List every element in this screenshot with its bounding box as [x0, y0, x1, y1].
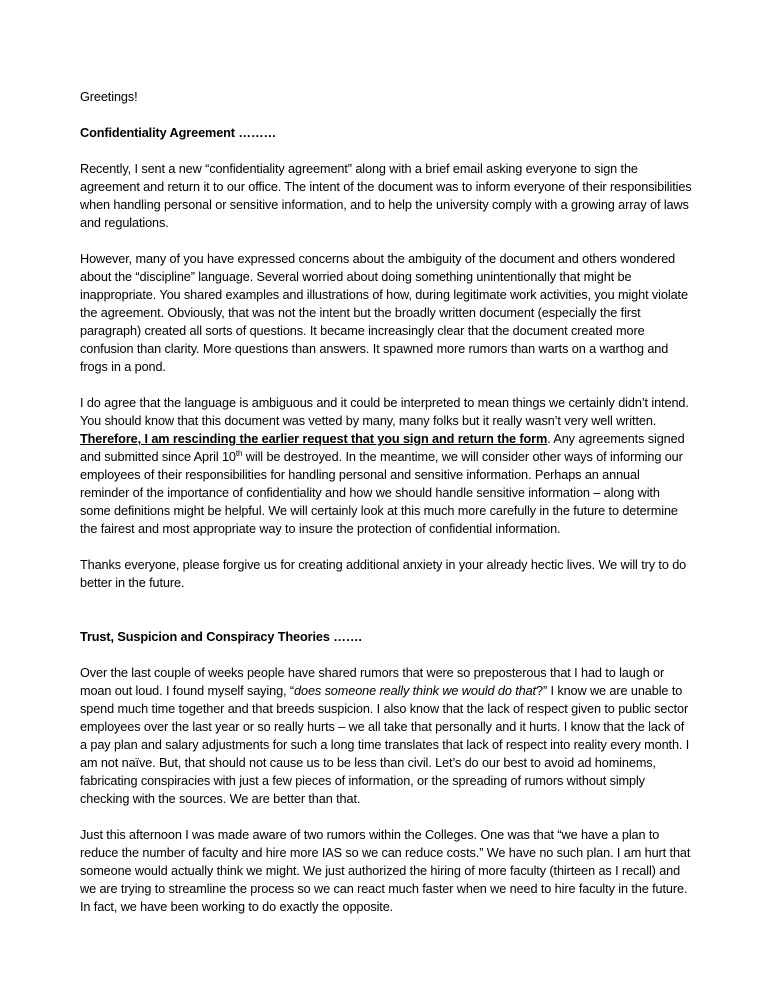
paragraph: Just this afternoon I was made aware of two rumors within the Colleges. One was that “we have a plan to reduce the number of faculty and hire more IAS so we can reduce costs.” We have no such plan. I am hurt that someone would actually think we might. We just authorized the hiring of more faculty (thirteen as I recall) and we are trying to streamline the process so we can react much faster when we need to hire faculty in the future. In fact, we have been working to do exactly the opposite. — [80, 828, 691, 914]
rescind-notice: Therefore, I am rescinding the earlier request that you sign and return the form — [80, 432, 548, 446]
greeting: Greetings! — [80, 90, 138, 104]
section-heading-trust: Trust, Suspicion and Conspiracy Theories ……. — [80, 630, 362, 644]
document-body — [80, 88, 692, 934]
paragraph — [80, 394, 692, 538]
section-heading-confidentiality: Confidentiality Agreement ……… — [80, 126, 277, 140]
ordinal-suffix: th — [235, 448, 243, 458]
paragraph: Recently, I sent a new “confidentiality agreement” along with a brief email asking everyone to sign the agreement and return it to our office. The intent of the document was to inform everyone of their responsibilities when handling personal or sensitive information, and to help the university comply with a growing array of laws and regulations. — [80, 162, 692, 230]
text-run: . Any agreements signed and submitted since April 10 — [80, 432, 685, 464]
text-run: Over the last couple of weeks people have shared rumors that were so preposterous that I had to laugh or moan out loud. I found myself saying, “ — [80, 666, 665, 698]
text-run: ?” I know we are unable to spend much time together and that breeds suspicion. I also know that the lack of respect given to public sector employees over the last year or so really hurts – we all take that personally and it hurts. I know that the lack of a pay plan and salary adjustments for such a long time translates that lack of respect into reality every month. I am not naïve. But, that should not cause us to be less than civil. Let’s do our best to avoid ad hominems, fabricating conspiracies with just a few pieces of information, or the spreading of rumors without simply checking with the sources. We are better than that. — [80, 684, 690, 806]
section-spacer — [80, 610, 692, 628]
italic-quote: does someone really think we would do that — [294, 684, 536, 698]
text-run: will be destroyed. In the meantime, we will consider other ways of informing our employees of their responsibilities for handling personal and sensitive information. Perhaps an annual reminder of the importance of confidentiality and how we should handle sensitive information – along with some definitions might be helpful. We will certainly look at this much more carefully in the future to determine the fairest and most appropriate way to insure the protection of confidential information. — [80, 450, 683, 536]
paragraph: However, many of you have expressed concerns about the ambiguity of the document and others wondered about the “discipline” language. Several worried about doing something unintentionally that might be inappropriate. You shared examples and illustrations of how, during legitimate work activities, you might violate the agreement. Obviously, that was not the intent but the broadly written document (especially the first paragraph) created all sorts of questions. It became increasingly clear that the document created more confusion than clarity. More questions than answers. It spawned more rumors than warts on a warthog and frogs in a pond. — [80, 252, 688, 374]
paragraph: Thanks everyone, please forgive us for creating additional anxiety in your already hectic lives. We will try to do better in the future. — [80, 558, 687, 590]
paragraph — [80, 664, 692, 808]
text-run: I do agree that the language is ambiguous and it could be interpreted to mean things we certainly didn’t intend. You should know that this document was vetted by many, many folks but it really wasn’t very well written. — [80, 396, 689, 428]
